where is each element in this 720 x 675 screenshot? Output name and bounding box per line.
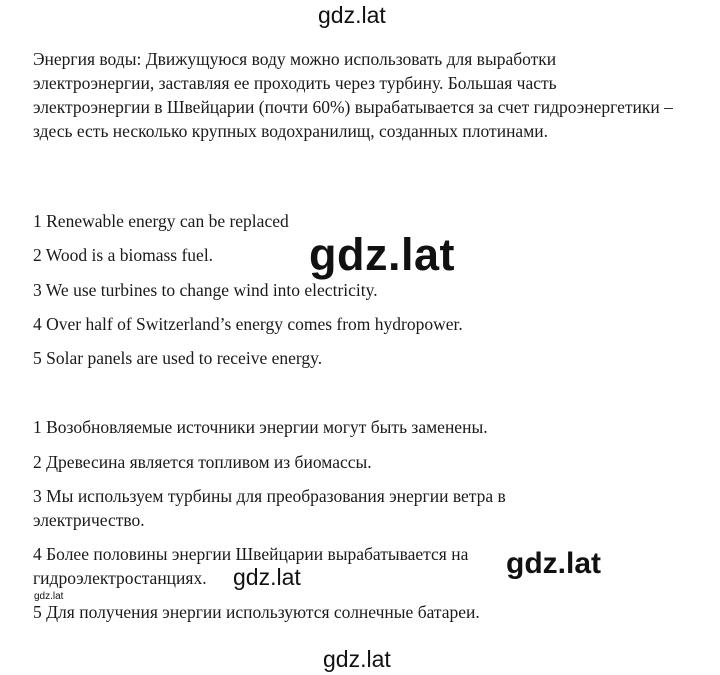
- russian-item-1: 1 Возобновляемые источники энергии могут быть заменены.: [33, 417, 488, 437]
- watermark-tiny: gdz.lat: [34, 591, 64, 602]
- watermark-right: gdz.lat: [506, 547, 601, 580]
- russian-item-5: 5 Для получения энергии используются солнечные батареи.: [33, 602, 480, 622]
- english-item-1: 1 Renewable energy can be replaced: [33, 211, 289, 231]
- russian-item-3: 3 Мы используем турбины для преобразования энергии ветра в электричество.: [33, 486, 506, 530]
- watermark-top: gdz.lat: [318, 2, 386, 28]
- intro-paragraph: Энергия воды: Движущуюся воду можно использовать для выработки электроэнергии, заставляя ее проходить через турбину. Большая часть электроэнергии в Швейцарии (почти 60%) вырабатывается за счет гидроэнергетики – здесь есть несколько крупных водохранилищ, созданных плотинами.: [33, 49, 673, 141]
- watermark-middle: gdz.lat: [309, 229, 455, 280]
- russian-item-4: 4 Более половины энергии Швейцарии вырабатывается на гидроэлектростанциях.: [33, 544, 469, 588]
- watermark-small: gdz.lat: [233, 564, 301, 590]
- english-item-5: 5 Solar panels are used to receive energy.: [33, 348, 323, 368]
- english-item-4: 4 Over half of Switzerland’s energy comes from hydropower.: [33, 314, 463, 334]
- english-item-3: 3 We use turbines to change wind into electricity.: [33, 280, 378, 300]
- watermark-bottom: gdz.lat: [323, 646, 391, 672]
- russian-item-2: 2 Древесина является топливом из биомассы.: [33, 452, 372, 472]
- english-item-2: 2 Wood is a biomass fuel.: [33, 245, 214, 265]
